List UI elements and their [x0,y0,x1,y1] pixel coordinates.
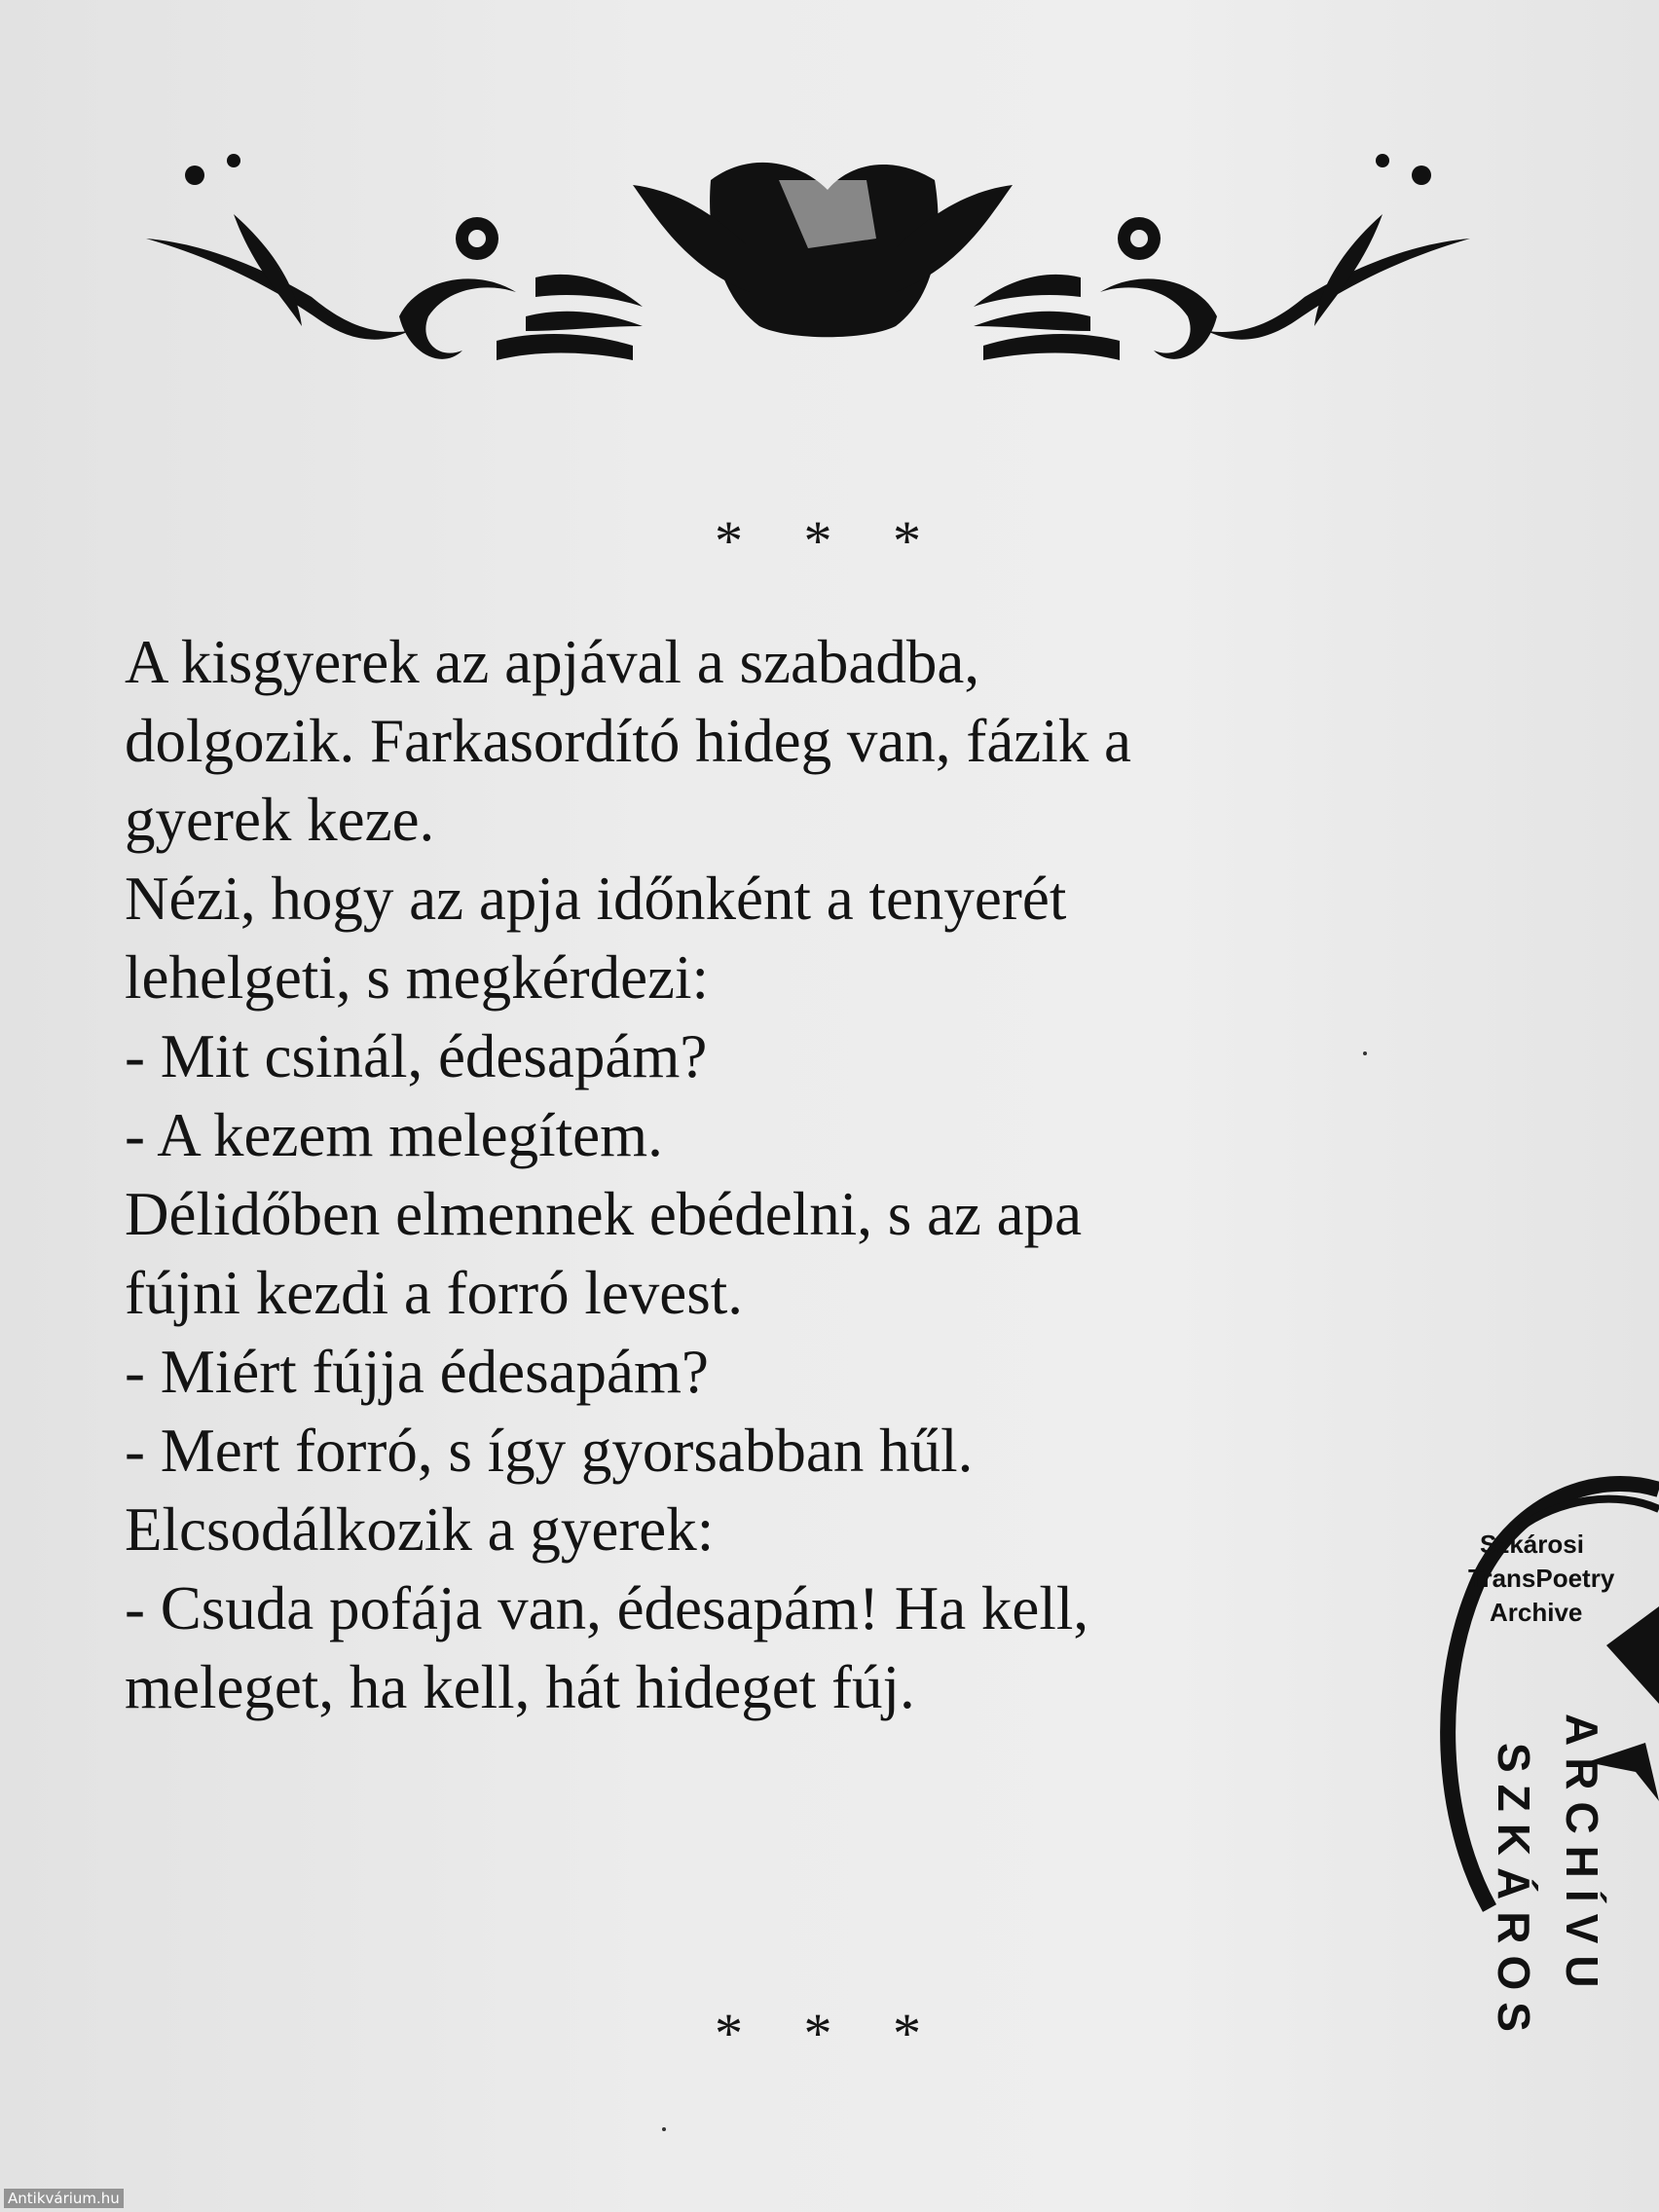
stamp-vertical-right: ARCHÍVU [1557,1714,1607,2000]
text-line: - Miért fújja édesapám? [125,1338,709,1406]
page-speck [662,2127,666,2131]
folk-ornament-header [127,122,1490,375]
story-text [125,623,1419,1727]
archive-stamp [1412,1451,1659,2212]
text-line: Délidőben elmennek ebédelni, s az apa [125,1180,1083,1248]
text-line: - A kezem melegítem. [125,1101,663,1169]
text-line: A kisgyerek az apjával a szabadba, [125,628,980,696]
text-line: Elcsodálkozik a gyerek: [125,1495,715,1564]
text-line: - Mit csinál, édesapám? [125,1022,708,1090]
text-line: lehelgeti, s megkérdezi: [125,943,710,1012]
text-line: - Csuda pofája van, édesapám! Ha kell, [125,1574,1089,1642]
text-line: - Mert forró, s így gyorsabban hűl. [125,1417,974,1485]
text-line: meleget, ha kell, hát hideget fúj. [125,1653,915,1721]
text-line: fújni kezdi a forró levest. [125,1259,744,1327]
text-line: gyerek keze. [125,786,435,854]
stamp-vertical-left: SZKÁROS [1489,1743,1539,2044]
section-separator-bottom: * * * [715,2002,944,2065]
stamp-line-1: Szkárosi [1480,1530,1584,1559]
stamp-line-3: Archive [1490,1598,1583,1627]
stamp-line-2: TransPoetry [1468,1564,1615,1593]
page-speck [1363,1051,1367,1055]
text-line: dolgozik. Farkasordító hideg van, fázik a [125,707,1131,775]
section-separator-top: * * * [715,509,944,572]
watermark: Antikvárium.hu [4,2189,124,2208]
text-line: Nézi, hogy az apja időnként a tenyerét [125,865,1067,933]
